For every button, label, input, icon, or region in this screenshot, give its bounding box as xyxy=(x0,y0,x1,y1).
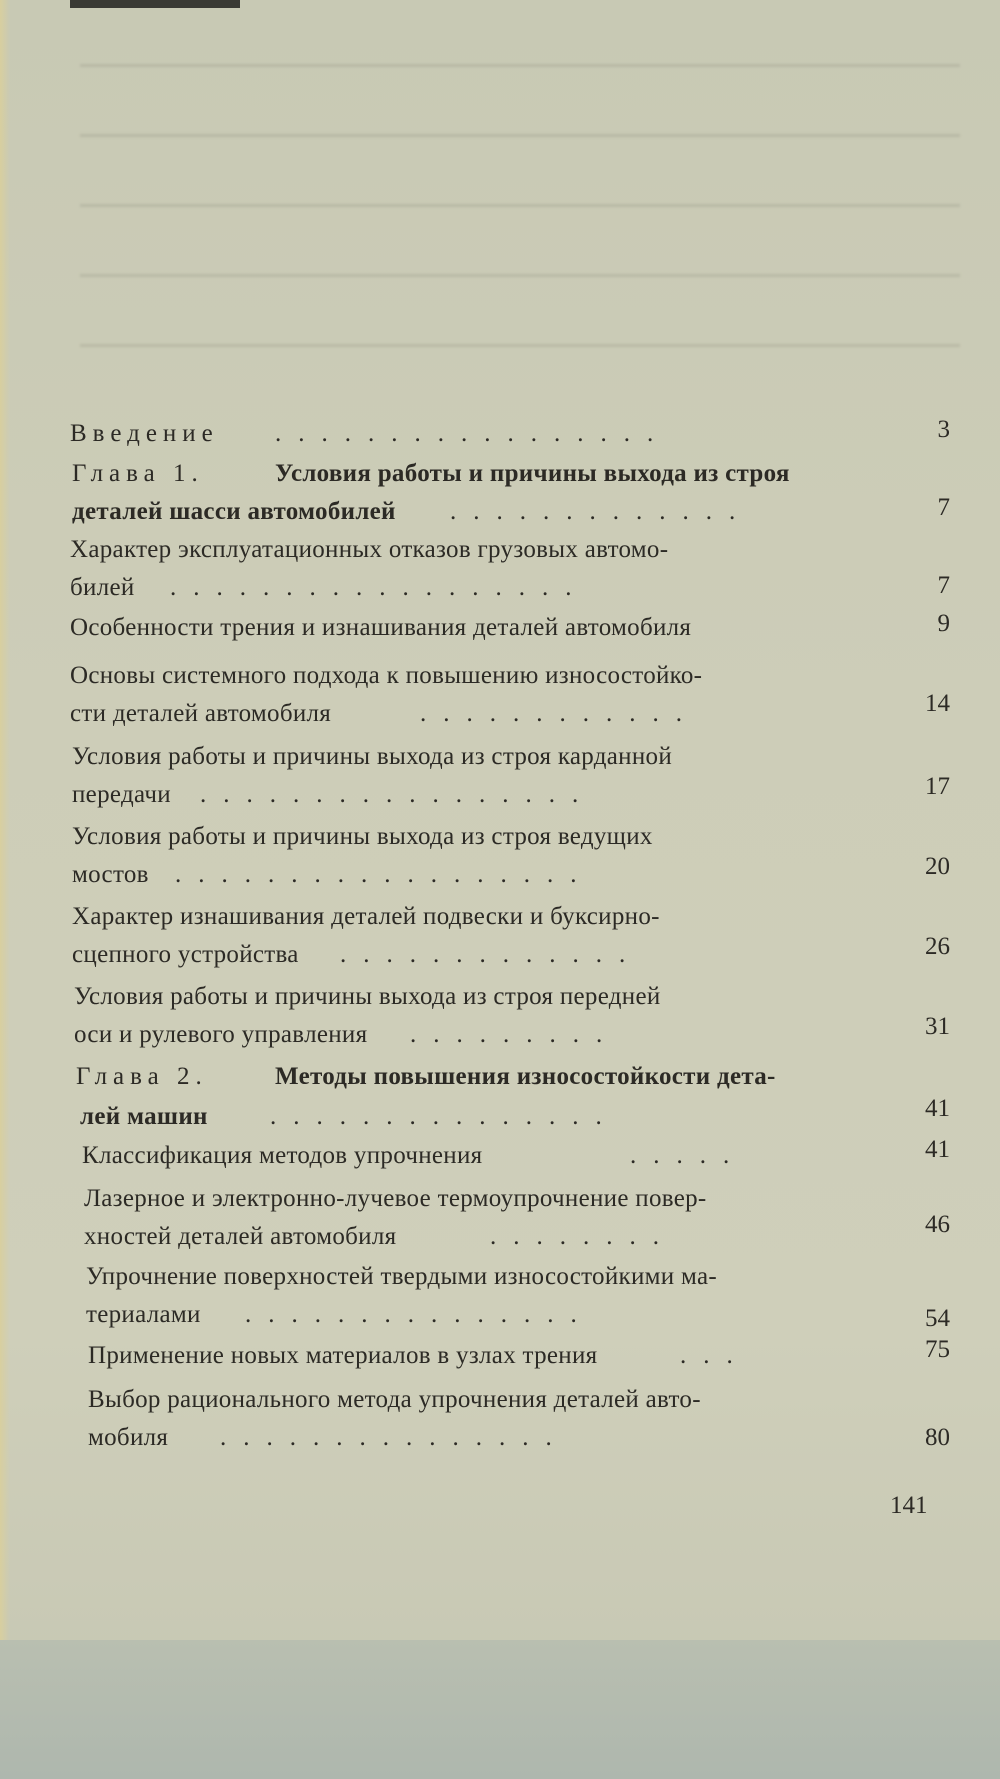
page-bottom-edge xyxy=(0,1640,1000,1779)
leader-dots: ................. xyxy=(275,420,671,447)
toc-entry-title-cont: передачи xyxy=(72,781,171,808)
chapter-label: Глава 1. xyxy=(72,460,204,487)
toc-entry-title: Условия работы и причины выхода из строя ведущих xyxy=(72,823,653,850)
toc-entry-title: Особенности трения и изнашивания деталей автомобиля xyxy=(70,614,692,641)
leader-dots: ............ xyxy=(420,700,699,727)
leader-dots: .................. xyxy=(170,574,589,601)
toc-page-number: 20 xyxy=(925,853,950,880)
toc-page-number: 75 xyxy=(925,1336,950,1363)
toc-page-number: 41 xyxy=(925,1095,950,1122)
toc-page-number: 46 xyxy=(925,1211,950,1238)
show-through-text xyxy=(80,20,960,350)
toc-entry-title: Выбор рационального метода упрочнения деталей авто- xyxy=(88,1386,701,1413)
leader-dots: ............. xyxy=(450,498,753,525)
toc-entry-title: Условия работы и причины выхода из строя карданной xyxy=(72,743,673,770)
toc-page-number: 7 xyxy=(937,572,950,599)
toc-entry-title-cont: мостов xyxy=(72,861,149,888)
toc-entry-title: Условия работы и причины выхода из строя xyxy=(275,460,790,487)
toc-page-number: 7 xyxy=(937,494,950,521)
toc-entry-title: Основы системного подхода к повышению износостойко- xyxy=(70,662,703,689)
chapter-label: Глава 2. xyxy=(76,1063,208,1090)
leader-dots: ... xyxy=(680,1342,750,1369)
leader-dots: ............... xyxy=(220,1424,569,1451)
toc-page-number: 17 xyxy=(925,773,950,800)
toc-entry-title: Условия работы и причины выхода из строя передней xyxy=(74,983,661,1010)
top-bar-mark xyxy=(70,0,240,8)
toc-entry-title: Введение xyxy=(70,420,219,447)
toc-entry-title-cont: мобиля xyxy=(88,1424,169,1451)
toc-page-number: 80 xyxy=(925,1424,950,1451)
toc-entry-title: Характер эксплуатационных отказов грузовых автомо- xyxy=(70,536,669,563)
page-number: 141 xyxy=(890,1492,928,1519)
toc-entry-title-cont: билей xyxy=(70,574,135,601)
toc-entry-title-cont: лей машин xyxy=(80,1103,208,1130)
leader-dots: ............... xyxy=(245,1301,594,1328)
page-spine-shadow xyxy=(0,0,10,1640)
toc-page-number: 41 xyxy=(925,1136,950,1163)
leader-dots: ..... xyxy=(630,1142,747,1169)
toc-entry-title: Характер изнашивания деталей подвески и буксирно- xyxy=(72,903,660,930)
toc-entry-title-cont: хностей деталей автомобиля xyxy=(84,1223,397,1250)
toc-entry-title-cont: териалами xyxy=(86,1301,201,1328)
leader-dots: .................. xyxy=(175,861,594,888)
toc-page-number: 31 xyxy=(925,1013,950,1040)
leader-dots: ........ xyxy=(490,1223,676,1250)
toc-entry-title-cont: сцепного устройства xyxy=(72,941,299,968)
toc-entry-title: Упрочнение поверхностей твердыми износостойкими ма- xyxy=(86,1263,717,1290)
leader-dots: ......... xyxy=(410,1021,620,1048)
toc-page-number: 14 xyxy=(925,690,950,717)
toc-entry-title: Методы повышения износостойкости дета- xyxy=(275,1063,776,1090)
toc-page-number: 9 xyxy=(937,610,950,637)
toc-entry-title-cont: сти деталей автомобиля xyxy=(70,700,332,727)
toc-page-number: 3 xyxy=(937,416,950,443)
toc-entry-title-cont: деталей шасси автомобилей xyxy=(72,498,396,525)
toc-page-number: 54 xyxy=(925,1305,950,1332)
toc-entry-title-cont: оси и рулевого управления xyxy=(74,1021,368,1048)
toc-entry-title: Классификация методов упрочнения xyxy=(82,1142,483,1169)
toc-entry-title: Лазерное и электронно-лучевое термоупрочнение повер- xyxy=(84,1185,707,1212)
leader-dots: ................. xyxy=(200,781,596,808)
leader-dots: ............. xyxy=(340,941,643,968)
leader-dots: ............... xyxy=(270,1103,619,1130)
toc-entry-title: Применение новых материалов в узлах трения xyxy=(88,1342,598,1369)
toc-page-number: 26 xyxy=(925,933,950,960)
